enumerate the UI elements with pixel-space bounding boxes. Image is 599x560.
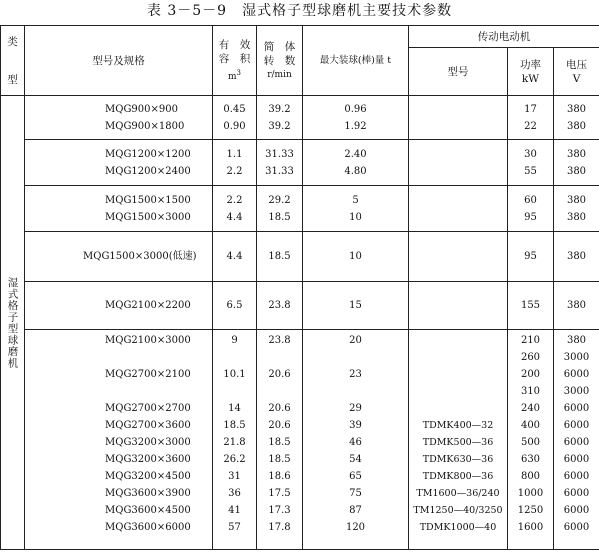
table-row: 湿式格子型球磨机 MQG900×900 MQG900×1800 0.45 0.90 39.2 39.2 0.96 1.92 17 22 380 380 xyxy=(1,96,599,140)
header-type: 类 型 xyxy=(1,26,25,96)
header-speed: 简 体 转 数 r/min xyxy=(257,26,303,96)
header-power: 功率 kW xyxy=(508,48,554,96)
header-voltage: 电压 V xyxy=(554,48,599,96)
header-model: 型号及规格 xyxy=(25,26,213,96)
table-row: MQG1200×1200 MQG1200×2400 1.1 2.2 31.33 31.33 2.40 4.80 30 55 380 380 xyxy=(1,140,599,186)
table-row: MQG1500×3000(低速) 4.4 18.5 10 95 380 xyxy=(1,232,599,282)
table-row: MQG1500×1500 MQG1500×3000 2.2 4.4 29.2 18.5 5 10 60 95 380 380 xyxy=(1,186,599,232)
table-row: MQG2100×2200 6.5 23.8 15 155 380 xyxy=(1,282,599,330)
category-cell xyxy=(1,96,25,550)
spec-table xyxy=(0,25,599,550)
header-motor-group: 传动电动机 xyxy=(409,26,599,48)
header-max-load: 最大装球(棒)量 t xyxy=(303,26,409,96)
table-row: MQG2100×3000 MQG2700×2100 MQG2700×2700 MQG2700×3600 MQG3200×3000 MQG3200×3600 MQG3200×4500 MQG3600×3900 MQG3600×4500 MQG3600×6000 9 10.1 14 18.5 21.8 26.2 31 36 41 57 23.8 20.6 20.6 20.6 18.5 18.5 18.6 17.5 17.3 17.8 20 23 29 39 46 54 65 75 87 120 TDMK400—32 TDMK500—36 TDMK630—36 TDMK800—36 TM1600—36/240 TM1250—40/3250 TDMK1000—40 210 260 200 310 240 400 500 630 800 1000 1250 1600 380 3000 6000 3000 6000 6000 6000 6000 6000 6000 6000 6000 xyxy=(1,330,599,550)
header-motor-model: 型号 xyxy=(409,48,508,96)
table-title: 表 3－5－9 湿式格子型球磨机主要技术参数 xyxy=(146,3,453,19)
category-label: 湿式格子型球磨机 xyxy=(6,276,19,369)
header-volume: 有 效 容 积 $m^3$ xyxy=(213,26,257,96)
